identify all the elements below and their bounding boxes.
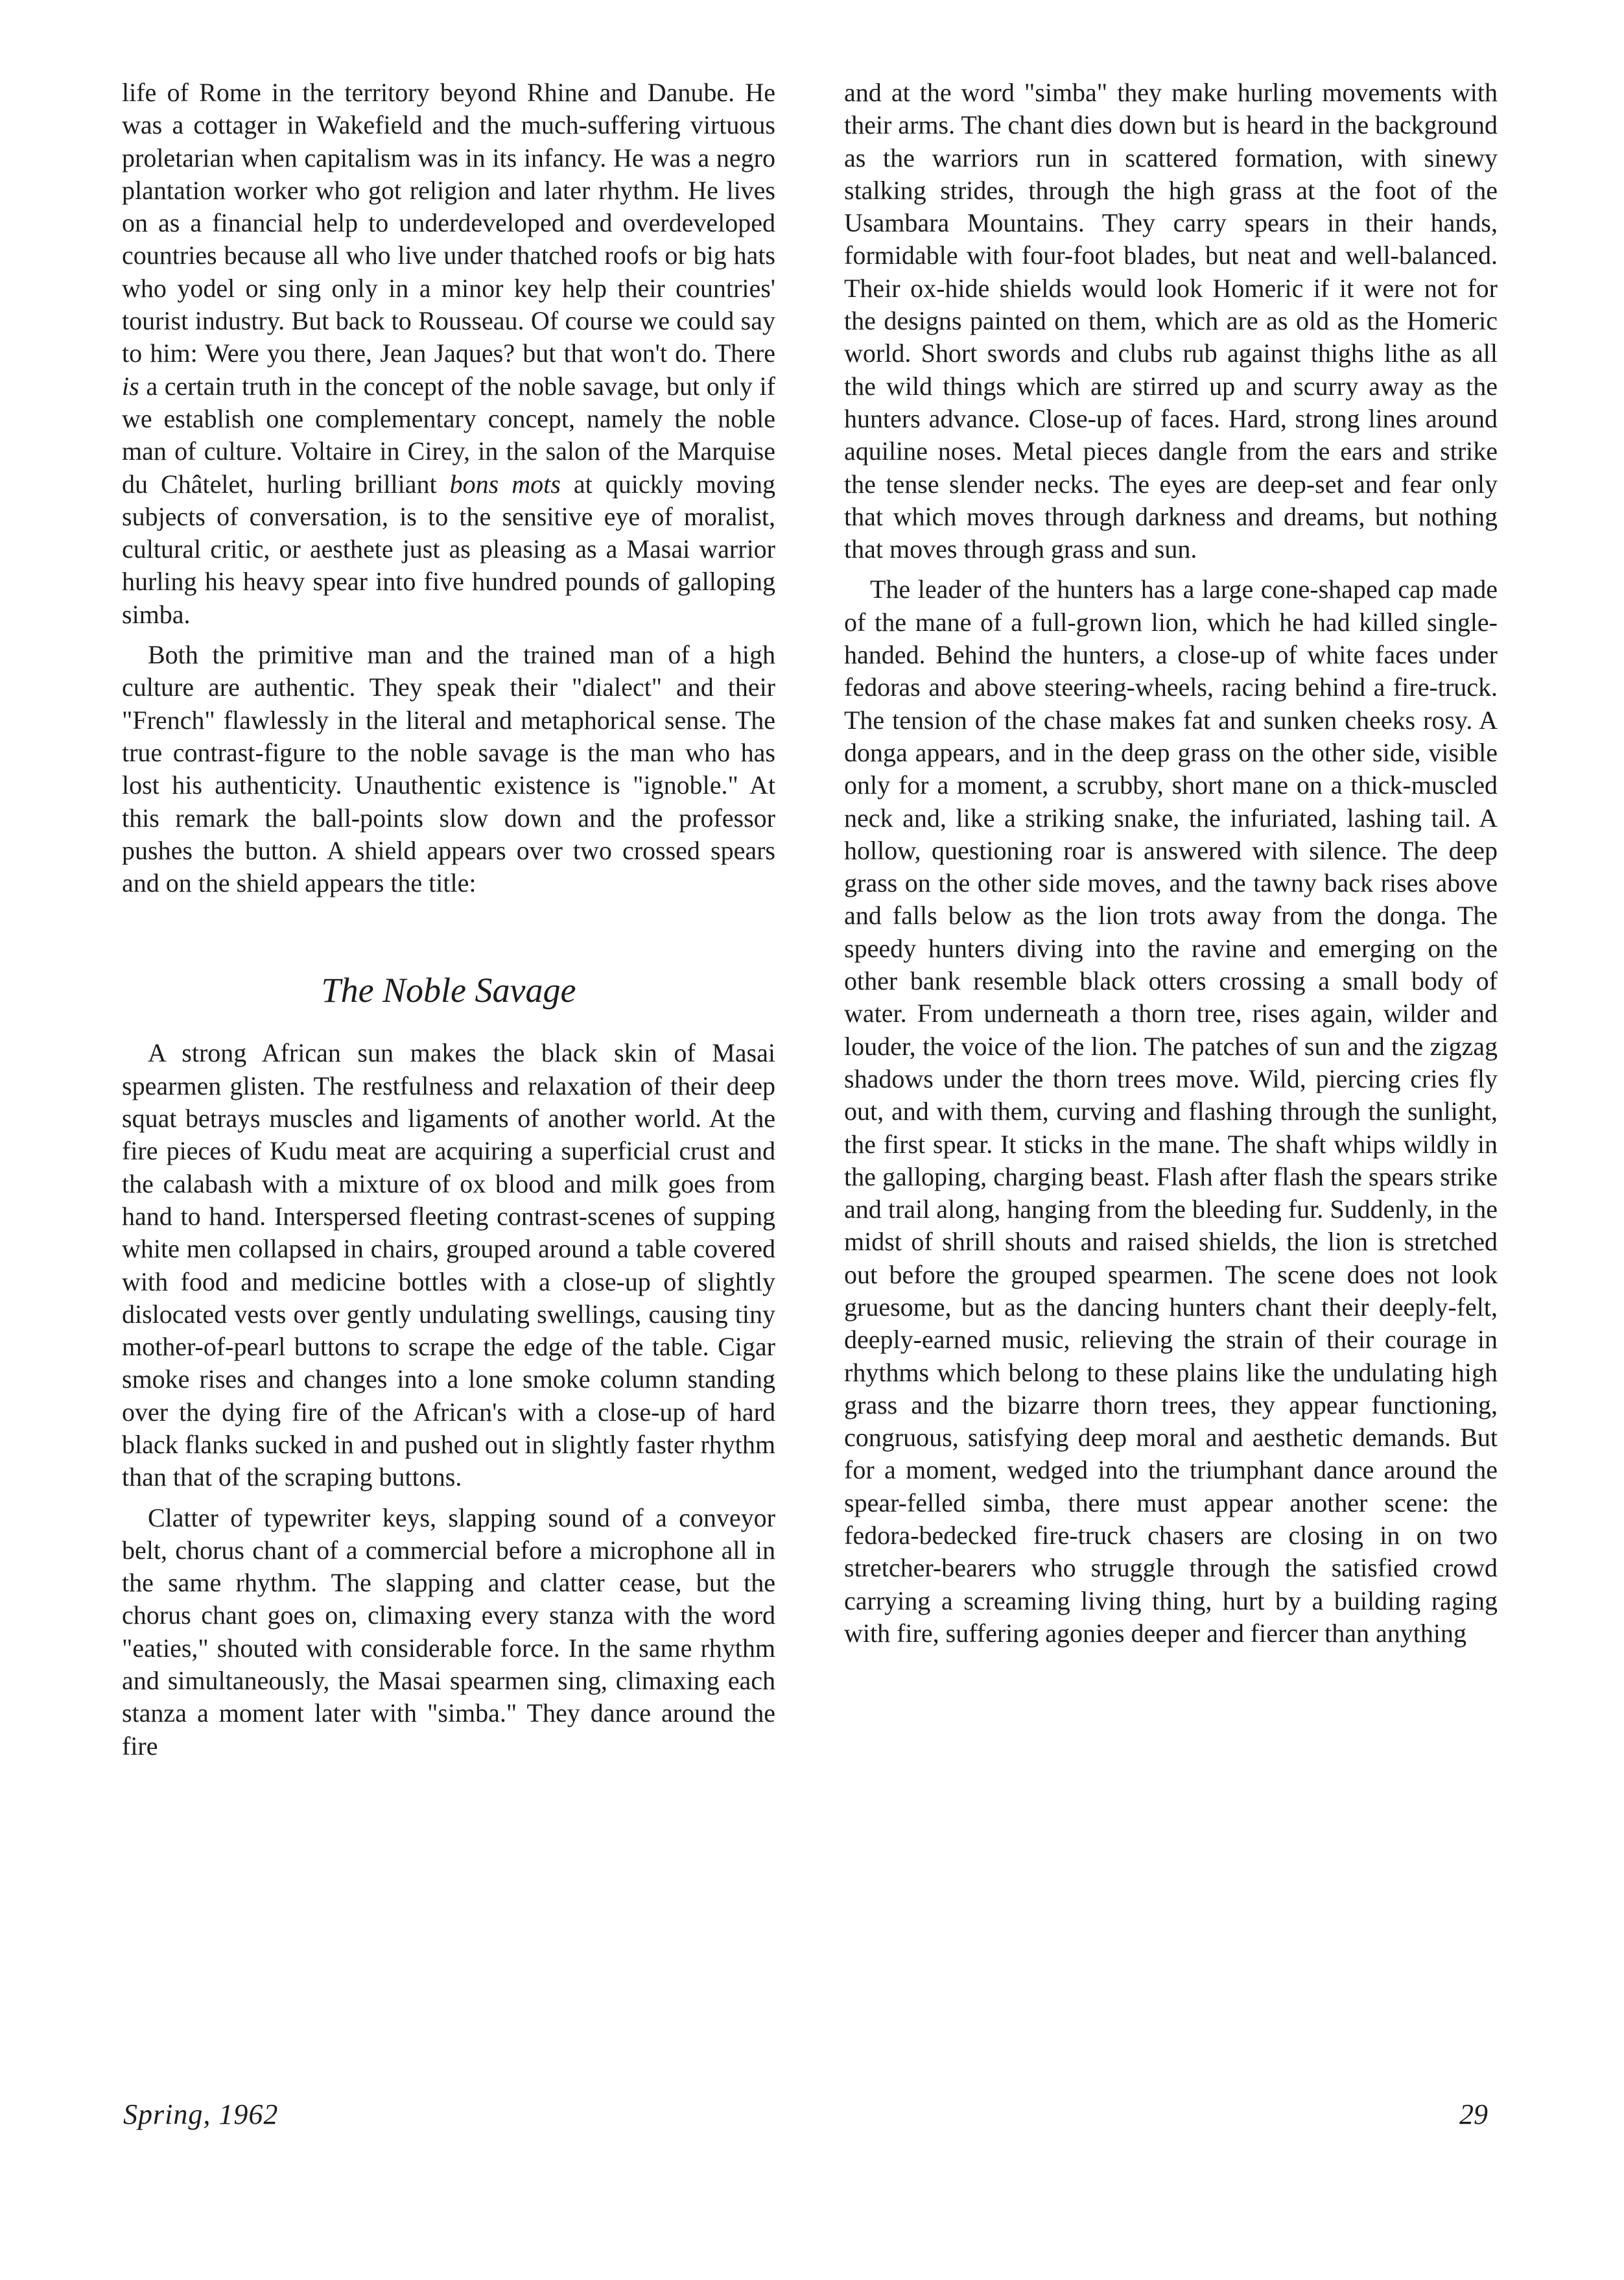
paragraph: A strong African sun makes the black skin of Masai spearmen glisten. The restfulness and relaxation of their deep squat betrays muscles and ligaments of another world. At the fire pieces of Kudu meat are acquiring a superficial crust and the calabash with a mixture of ox blood and milk goes from hand to hand. Interspersed fleeting contrast-scenes of supping white men collapsed in chairs, grouped around a table covered with food and medicine bottles with a close-up of slightly dislocated vests over gently undulating swellings, causing tiny mother-of-pearl buttons to scrape the edge of the table. Cigar smoke rises and changes into a lone smoke column standing over the dying fire of the African's with a close-up of hard black flanks sucked in and pushed out in slightly faster rhythm than that of the scraping buttons. [122, 1038, 775, 1492]
page-number: 29 [1459, 2098, 1488, 2130]
paragraph: The leader of the hunters has a large cone-shaped cap made of the mane of a full-grown lion, which he had killed single-handed. Behind the hunters, a close-up of white faces under fedoras and above steering-wheels, racing behind a fire-truck. The tension of the chase makes fat and sunken cheeks rosy. A donga appears, and in the deep grass on the other side, visible only for a moment, a scrubby, short mane on a thick-muscled neck and, like a striking snake, the infuriated, lashing tail. A hollow, questioning roar is answered with silence. The deep grass on the other side moves, and the tawny back rises above and falls below as the lion trots away from the donga. The speedy hunters diving into the ravine and emerging on the other bank resemble black otters crossing a small body of water. From underneath a thorn tree, rises again, wilder and louder, the voice of the lion. The patches of sun and the zigzag shadows under the thorn trees move. Wild, piercing cries fly out, and with them, curving and flashing through the sunlight, the first spear. It sticks in the mane. The shaft whips wildly in the galloping, charging beast. Flash after flash the spears strike and trail along, hanging from the bleeding fur. Suddenly, in the midst of shrill shouts and raised shields, the lion is stretched out before the grouped spearmen. The scene does not look gruesome, but as the dancing hunters chant their deeply-felt, deeply-earned music, relieving the strain of their courage in rhythms which belong to these plains like the undulating high grass and the bizarre thorn trees, they appear functioning, congruous, satisfying deep moral and aesthetic demands. But for a moment, wedged into the triumphant dance around the spear-felled simba, there must appear another scene: the fedora-bedecked fire-truck chasers are closing in on two stretcher-bearers who struggle through the satisfied crowd carrying a screaming living thing, hurt by a building raging with fire, suffering agonies deeper and fiercer than anything [844, 575, 1498, 1648]
left-column [122, 77, 775, 1763]
issue-date: Spring, 1962 [123, 2098, 279, 2130]
paragraph: Clatter of typewriter keys, slapping sound of a conveyor belt, chorus chant of a commercial before a microphone all in the same rhythm. The slapping and clatter cease, but the chorus chant goes on, climaxing every stanza with the word "eaties," shouted with considerable force. In the same rhythm and simultaneously, the Masai spearmen sing, climaxing each stanza a moment later with "simba." They dance around the fire [122, 1502, 775, 1761]
emphasis: is [122, 371, 139, 401]
right-column [844, 77, 1498, 1650]
paragraph: Both the primitive man and the trained man of a high culture are authentic. They speak their "dialect" and their "French" flawlessly in the literal and metaphorical sense. The true contrast-figure to the noble savage is the man who has lost his authenticity. Unauthentic existence is "ignoble." At this remark the ball-points slow down and the professor pushes the button. A shield appears over two crossed spears and on the shield appears the title: [122, 640, 775, 898]
emphasis: bons mots [449, 469, 561, 499]
paragraph: and at the word "simba" they make hurling movements with their arms. The chant dies down but is heard in the background as the warriors run in scattered formation, with sinewy stalking strides, through the high grass at the foot of the Usambara Mountains. They carry spears in their hands, formidable with four-foot blades, but neat and well-balanced. Their ox-hide shields would look Homeric if it were not for the designs painted on them, which are as old as the Homeric world. Short swords and clubs rub against thighs lithe as all the wild things which are stirred up and scurry away as the hunters advance. Close-up of faces. Hard, strong lines around aquiline noses. Metal pieces dangle from the ears and strike the tense slender necks. The eyes are deep-set and fear only that which moves through darkness and dreams, but nothing that moves through grass and sun. [844, 78, 1498, 564]
section-heading: The Noble Savage [321, 971, 576, 1010]
paragraph: life of Rome in the territory beyond Rhine and Danube. He was a cottager in Wakefield and the much-suffering virtuous proletarian when capitalism was in its infancy. He was a negro plantation worker who got religion and later rhythm. He lives on as a financial help to underdeveloped and overdeveloped countries because all who live under thatched roofs or big hats who yodel or sing only in a minor key help their countries' tourist industry. But back to Rousseau. Of course we could say to him: Were you there, Jean Jaques? but that won't do. There is a certain truth in the concept of the noble savage, but only if we establish one complementary concept, namely the noble man of culture. Voltaire in Cirey, in the salon of the Marquise du Châtelet, hurling brilliant bons mots at quickly moving subjects of conversation, is to the sensitive eye of moralist, cultural critic, or aesthete just as pleasing as a Masai warrior hurling his heavy spear into five hundred pounds of galloping simba. [122, 78, 776, 629]
